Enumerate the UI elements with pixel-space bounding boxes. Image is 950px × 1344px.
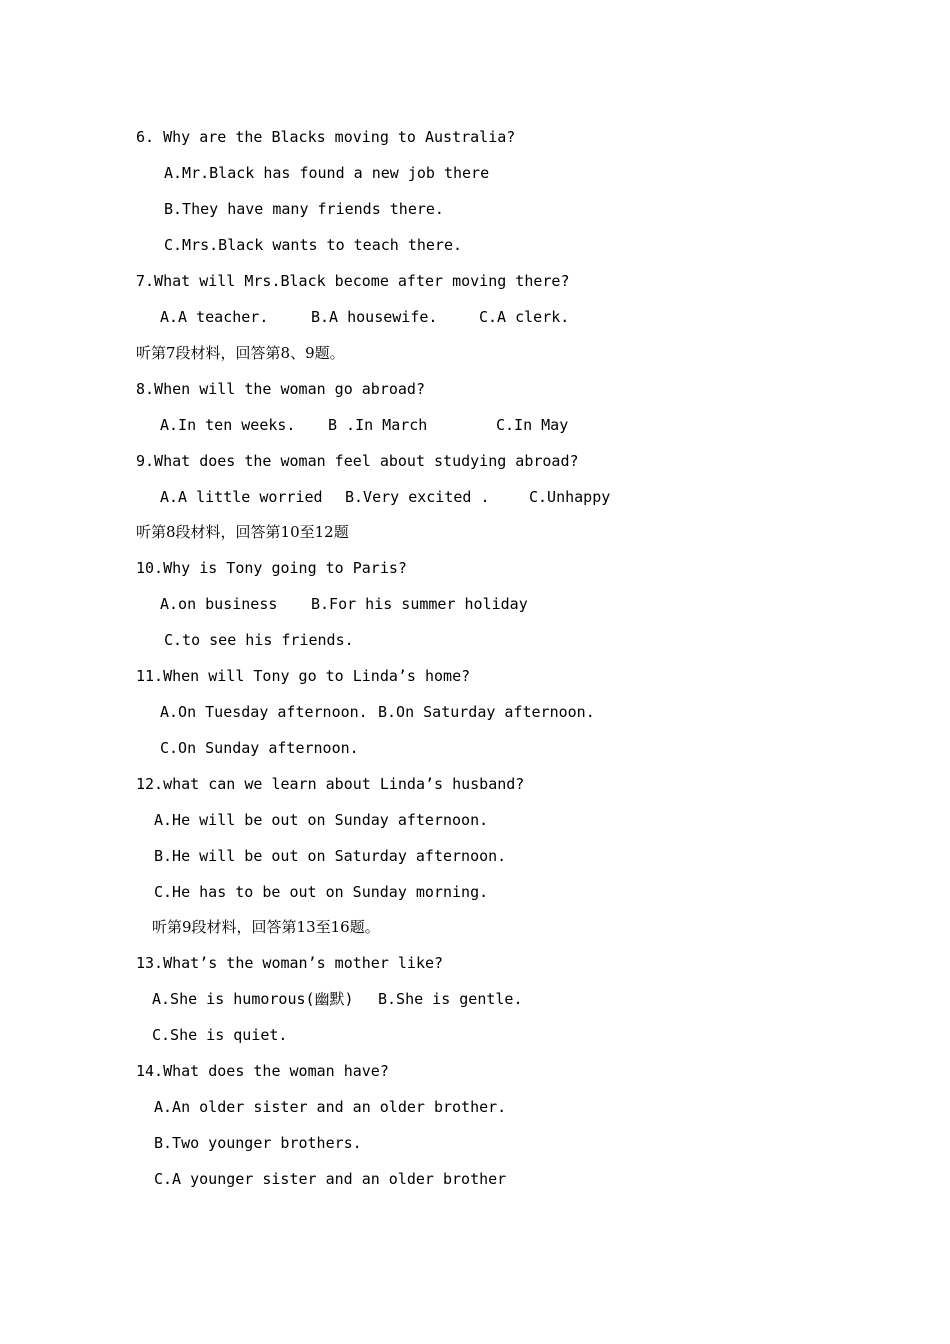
question-11-stem: 11.When will Tony go to Linda’s home?	[136, 667, 471, 685]
question-12-stem: 12.what can we learn about Linda’s husband?	[136, 775, 525, 793]
question-8-option-b: B .In March	[328, 416, 428, 434]
question-10-option-a: A.on business	[160, 595, 278, 613]
question-7-option-a: A.A teacher.	[160, 308, 269, 326]
question-11-option-a: A.On Tuesday afternoon.	[160, 703, 368, 721]
question-12-option-b: B.He will be out on Saturday afternoon.	[154, 847, 507, 865]
question-9-stem: 9.What does the woman feel about studying abroad?	[136, 452, 579, 470]
question-13-option-b: B.She is gentle.	[378, 990, 523, 1008]
question-10-stem: 10.Why is Tony going to Paris?	[136, 559, 407, 577]
question-12-option-c: C.He has to be out on Sunday morning.	[154, 883, 489, 901]
question-14-option-a: A.An older sister and an older brother.	[154, 1098, 507, 1116]
question-9-option-a: A.A little worried	[160, 488, 323, 506]
question-8-option-c: C.In May	[496, 416, 569, 434]
question-13-stem: 13.What’s the woman’s mother like?	[136, 954, 444, 972]
question-10-option-b: B.For his summer holiday	[311, 595, 528, 613]
question-6-option-c: C.Mrs.Black wants to teach there.	[164, 236, 463, 254]
question-9-option-c: C.Unhappy	[529, 488, 611, 506]
question-8-stem: 8.When will the woman go abroad?	[136, 380, 425, 398]
question-7-stem: 7.What will Mrs.Black become after moving there?	[136, 272, 570, 290]
question-14-option-c: C.A younger sister and an older brother	[154, 1170, 507, 1188]
question-9-option-b: B.Very excited .	[345, 488, 490, 506]
question-8-option-a: A.In ten weeks.	[160, 416, 296, 434]
question-11-option-b: B.On Saturday afternoon.	[378, 703, 595, 721]
section-8-instruction: 听第8段材料，回答第10至12题	[136, 523, 349, 541]
question-14-option-b: B.Two younger brothers.	[154, 1134, 362, 1152]
question-6-stem: 6. Why are the Blacks moving to Australia?	[136, 128, 516, 146]
question-10-option-c: C.to see his friends.	[164, 631, 354, 649]
question-11-option-c: C.On Sunday afternoon.	[160, 739, 359, 757]
section-7-instruction: 听第7段材料，回答第8、9题。	[136, 344, 345, 362]
question-13-option-c: C.She is quiet.	[152, 1026, 288, 1044]
question-6-option-b: B.They have many friends there.	[164, 200, 444, 218]
question-7-option-c: C.A clerk.	[479, 308, 570, 326]
question-12-option-a: A.He will be out on Sunday afternoon.	[154, 811, 489, 829]
question-6-option-a: A.Mr.Black has found a new job there	[164, 164, 490, 182]
question-7-option-b: B.A housewife.	[311, 308, 438, 326]
question-13-option-a: A.She is humorous(幽默)	[152, 990, 354, 1008]
section-9-instruction: 听第9段材料，回答第13至16题。	[152, 918, 380, 936]
question-14-stem: 14.What does the woman have?	[136, 1062, 389, 1080]
